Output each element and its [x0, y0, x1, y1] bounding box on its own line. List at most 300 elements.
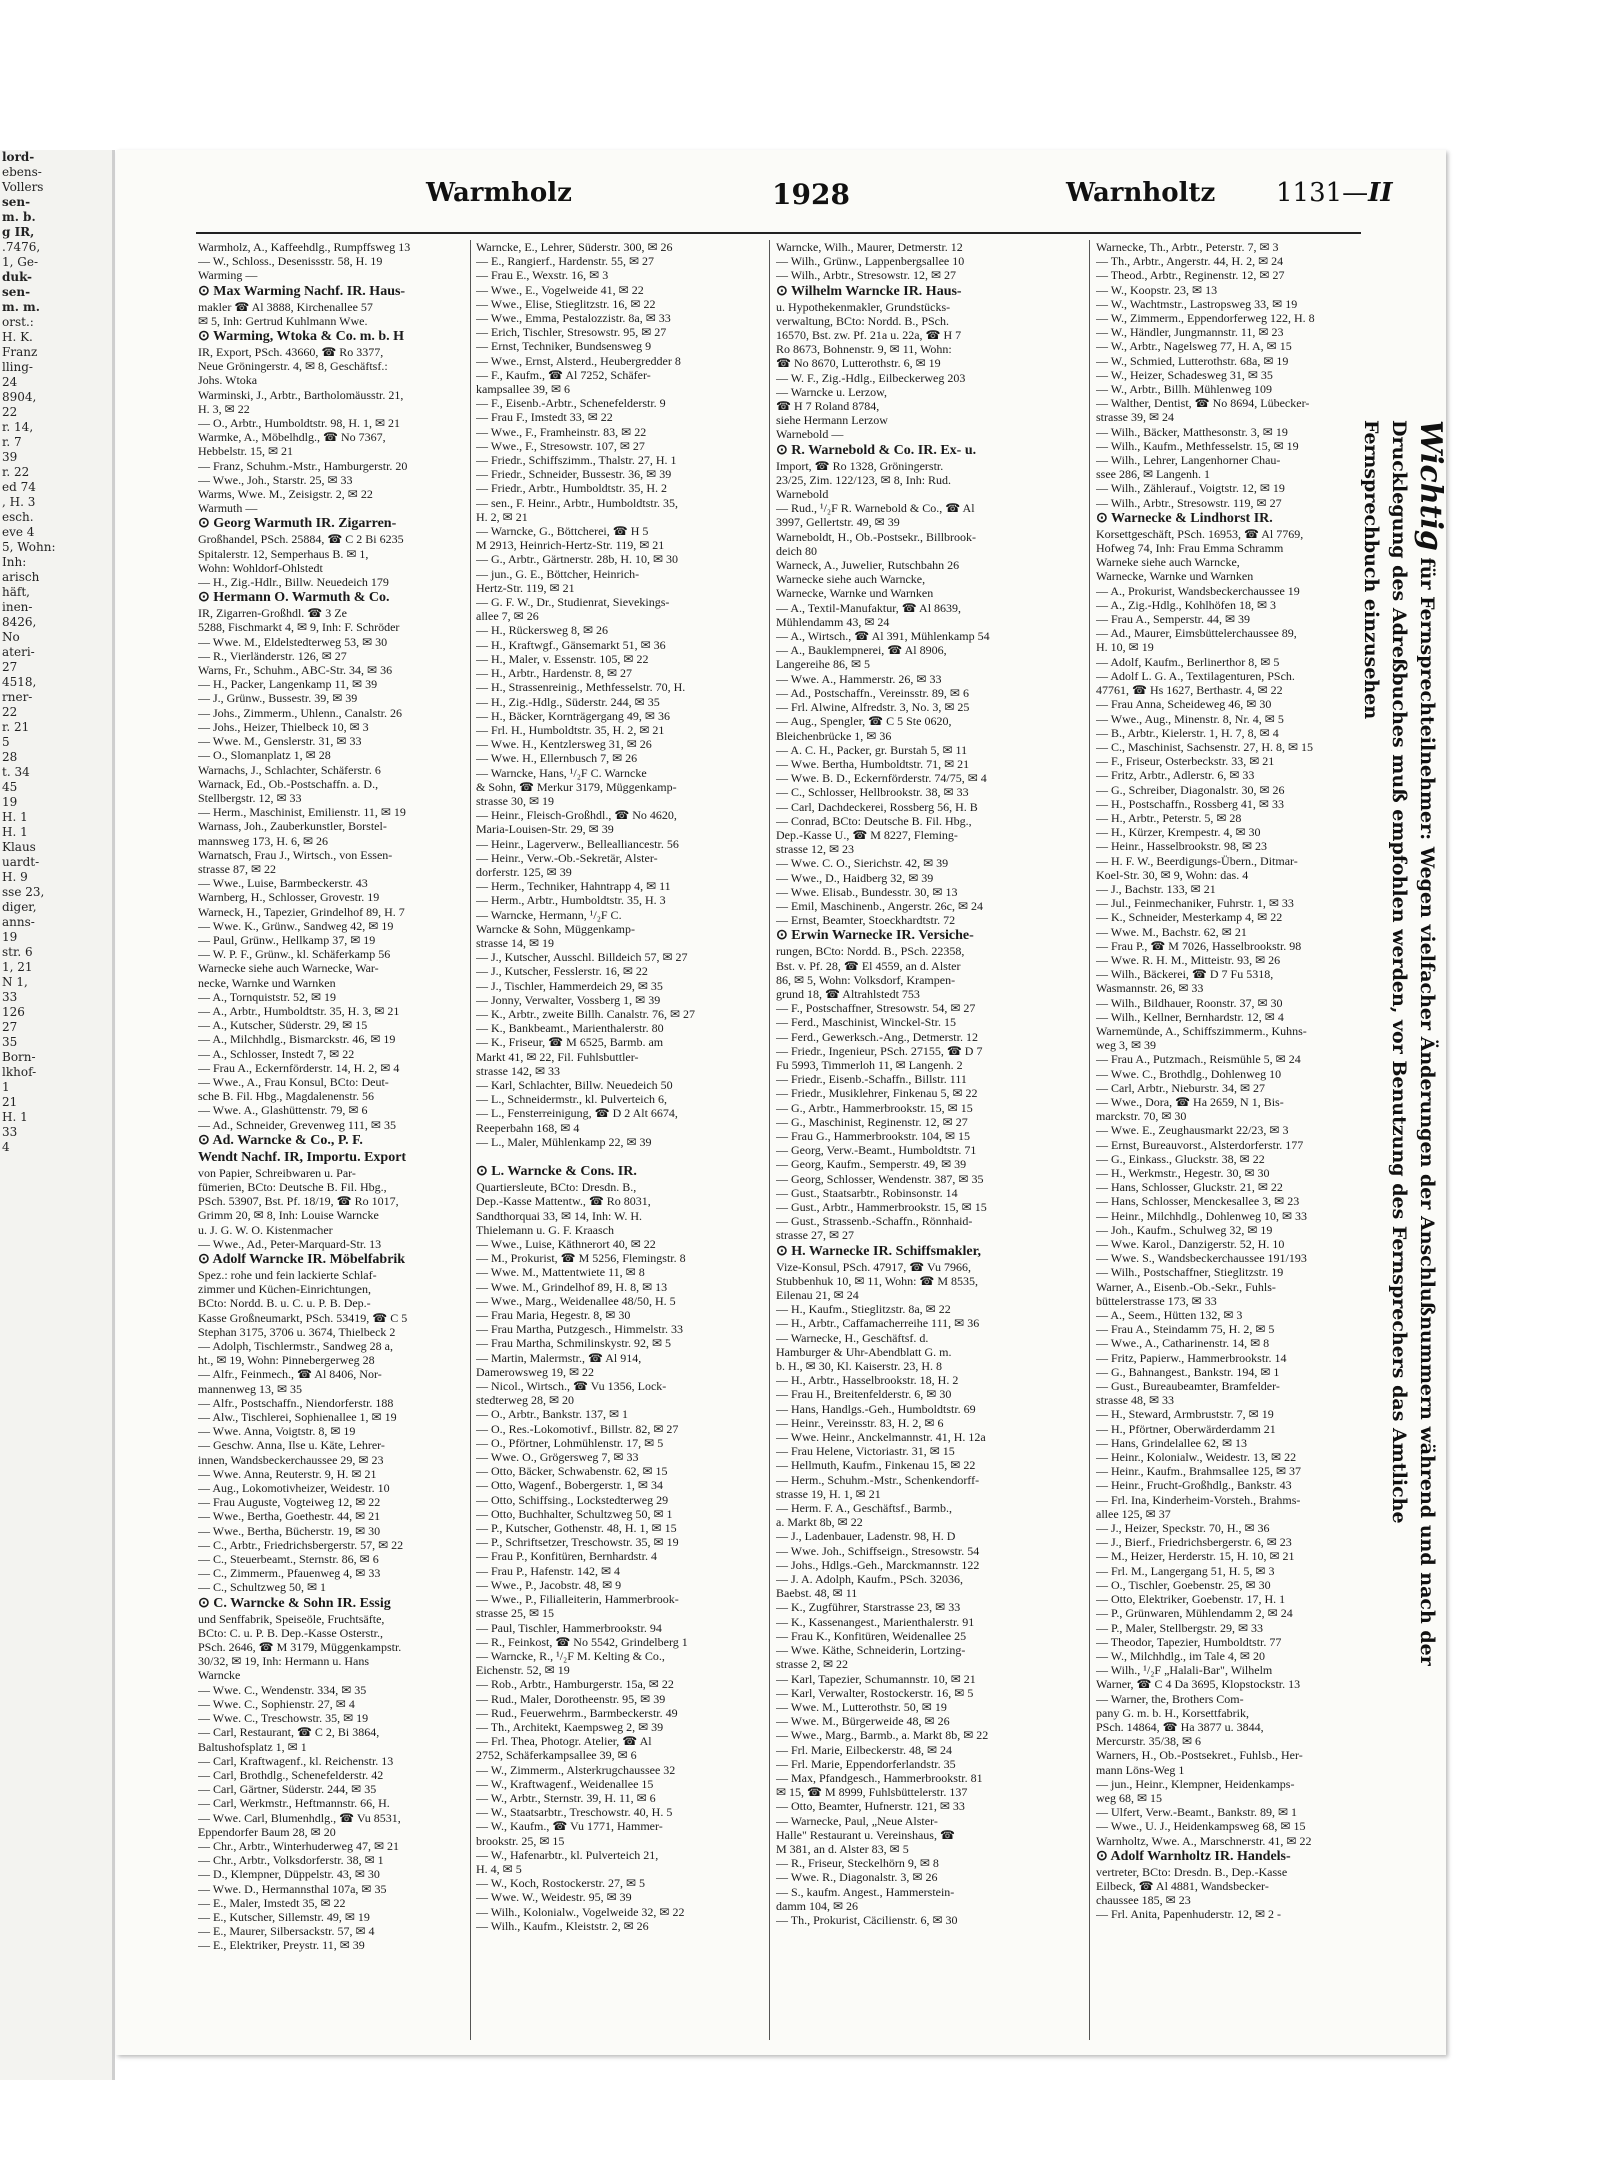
directory-entry: Hamburger & Uhr-Abendblatt G. m.	[776, 1344, 952, 1359]
directory-entry: ☎ H 7 Roland 8784,	[776, 399, 880, 414]
directory-entry: M 381, an d. Alster 83, ✉ 5	[776, 1841, 909, 1856]
directory-entry: — H., Arbtr., Hasselbrookstr. 18, H. 2	[776, 1373, 959, 1388]
directory-entry: damm 104, ✉ 26	[776, 1898, 859, 1913]
directory-entry: — W. F., Zig.-Hdlg., Eilbeckerweg 203	[776, 370, 966, 385]
directory-entry: Eilenau 21, ✉ 24	[776, 1288, 859, 1303]
directory-entry: — Frau G., Hammerbrookstr. 104, ✉ 15	[776, 1128, 971, 1143]
directory-entry: — Wwe. K., Grünw., Sandweg 42, ✉ 19	[198, 918, 394, 933]
directory-entry: — A., Milchhdlg., Bismarckstr. 46, ✉ 19	[198, 1032, 396, 1047]
directory-entry: — H., Strassenreinig., Methfesselstr. 70, H.	[476, 680, 686, 695]
directory-entry: — H., Kaufm., Stieglitzstr. 8a, ✉ 22	[776, 1302, 951, 1317]
directory-entry: — Johs., Hdlgs.-Geh., Marckmannstr. 122	[776, 1557, 980, 1572]
directory-entry: Maria-Louisen-Str. 29, ✉ 39	[476, 822, 614, 837]
directory-entry: — Herm., Schuhm.-Mstr., Schenkendorff-	[776, 1472, 980, 1487]
directory-entry: Warnass, Joh., Zauberkunstler, Borstel-	[198, 819, 387, 834]
firm-entry: ⊙ Max Warming Nachf. IR. Haus-	[198, 283, 406, 299]
left-page-fragment: ebens-	[2, 165, 42, 179]
left-page-fragment: 1, Ge-	[2, 255, 39, 269]
directory-entry: — Friedr., Arbtr., Humboldtstr. 35, H. 2	[476, 481, 668, 496]
directory-entry: — Gust., Bureaubeamter, Bramfelder-	[1096, 1379, 1280, 1394]
directory-entry: — Ulfert, Verw.-Beamt., Bankstr. 89, ✉ 1	[1096, 1805, 1298, 1820]
directory-entry: Warneck, H., Tapezier, Grindelhof 89, H. 7	[198, 904, 405, 919]
directory-entry: — Frau Anna, Scheideweg 46, ✉ 30	[1096, 697, 1272, 712]
directory-entry: — Wwe. Heinr., Anckelmannstr. 41, H. 12a	[776, 1430, 986, 1445]
directory-entry: mannenweg 13, ✉ 35	[198, 1381, 303, 1396]
directory-entry: — E., Maler, Imstedt 35, ✉ 22	[198, 1895, 346, 1910]
header-rule	[196, 232, 1361, 234]
directory-entry: — Wwe., F., Framheinstr. 83, ✉ 22	[476, 424, 647, 439]
directory-entry: — Wwe., Bertha, Goethestr. 44, ✉ 21	[198, 1509, 381, 1524]
directory-entry: — Wwe. Anna, Reuterstr. 9, H. ✉ 21	[198, 1466, 377, 1481]
notice-text	[1357, 420, 1448, 1700]
directory-entry: Stephan 3175, 3706 u. 3674, Thielbeck 2	[198, 1324, 396, 1339]
directory-entry: — C., Schultzweg 50, ✉ 1	[198, 1580, 327, 1595]
directory-entry: Vize-Konsul, PSch. 47917, ☎ Vu 7966,	[776, 1259, 971, 1274]
directory-entry: — Wilh., Arbtr., Stresowstr. 12, ✉ 27	[776, 268, 957, 283]
directory-entry: — J., Bierf., Friedrichsbergerstr. 6, ✉ 23	[1096, 1535, 1292, 1550]
directory-entry: — J. A. Adolph, Kaufm., PSch. 32036,	[776, 1572, 964, 1587]
directory-entry: — A., Kutscher, Süderstr. 29, ✉ 15	[198, 1018, 368, 1033]
directory-entry: — Joh., Kaufm., Schulweg 32, ✉ 19	[1096, 1222, 1273, 1237]
column-divider	[1089, 240, 1090, 2040]
directory-entry: — Wwe., A., Catharinenstr. 14, ✉ 8	[1096, 1336, 1270, 1351]
directory-entry: — W., Milchhdlg., im Tale 4, ✉ 20	[1096, 1648, 1265, 1663]
column-4	[1096, 240, 1366, 2045]
directory-entry: mann Löns-Weg 1	[1096, 1762, 1185, 1777]
directory-entry: marckstr. 70, ✉ 30	[1096, 1109, 1187, 1124]
directory-entry: — G., Maschinist, Reginenstr. 12, ✉ 27	[776, 1114, 968, 1129]
directory-entry: Import, ☎ Ro 1328, Gröningerstr.	[776, 458, 944, 473]
directory-entry: allee 125, ✉ 37	[1096, 1506, 1171, 1521]
directory-entry: — Frau Martha, Putzgesch., Himmelstr. 33	[476, 1322, 683, 1337]
directory-entry: — Frl. Ina, Kinderheim-Vorsteh., Brahms-	[1096, 1492, 1301, 1507]
directory-entry: — Ernst, Beamter, Stoeckhardtstr. 72	[776, 913, 956, 928]
directory-entry: — Frl. Alwine, Alfredstr. 3, No. 3, ✉ 25	[776, 700, 970, 715]
directory-entry: — Wwe., P., Jacobstr. 48, ✉ 9	[476, 1577, 622, 1592]
directory-entry: Eppendorfer Baum 28, ✉ 20	[198, 1824, 336, 1839]
directory-entry: sche B. Fil. Hbg., Magdalenenstr. 56	[198, 1089, 374, 1104]
directory-entry: — W., Heizer, Schadesweg 31, ✉ 35	[1096, 367, 1273, 382]
directory-entry: — H., Kraftwgf., Gänsemarkt 51, ✉ 36	[476, 637, 666, 652]
directory-entry: — Frl. Marie, Eppendorferlandstr. 35	[776, 1756, 956, 1771]
directory-entry: — P., Schriftsetzer, Treschowstr. 35, ✉ 19	[476, 1535, 679, 1550]
left-page-fragment: 1, 21	[2, 960, 33, 974]
directory-entry: Grimm 20, ✉ 8, Inh: Louise Warncke	[198, 1208, 379, 1223]
directory-entry: — Wilh., Zählerauf., Voigtstr. 12, ✉ 19	[1096, 481, 1285, 496]
directory-entry: — F., Eisenb.-Arbtr., Schenefelderstr. 9	[476, 396, 666, 411]
directory-entry: — K., Bankbeamt., Marienthalerstr. 80	[476, 1021, 664, 1036]
directory-entry: — Friedr., Musiklehrer, Finkenau 5, ✉ 22	[776, 1086, 978, 1101]
directory-entry: — Frau K., Konfitüren, Weidenallee 25	[776, 1628, 967, 1643]
left-page-fragment: Inh:	[2, 555, 27, 569]
column-1	[198, 240, 466, 2045]
directory-entry: strasse 2, ✉ 22	[776, 1657, 849, 1672]
directory-entry: Wasmannstr. 26, ✉ 33	[1096, 981, 1204, 996]
directory-entry: — H., Pförtner, Oberwärderdamm 21	[1096, 1421, 1276, 1436]
directory-entry: — Carl, Gärtner, Süderstr. 244, ✉ 35	[198, 1782, 377, 1797]
left-page-fragment: , H. 3	[2, 495, 36, 509]
notice-sidebar	[1360, 420, 1448, 1700]
directory-entry: Baebst. 48, ✉ 11	[776, 1586, 858, 1601]
directory-entry: dorferstr. 125, ✉ 39	[476, 864, 572, 879]
directory-entry: — H., Arbtr., Hardenstr. 8, ✉ 27	[476, 666, 633, 681]
directory-entry: — Wwe. Bertha, Humboldtstr. 71, ✉ 21	[776, 756, 970, 771]
directory-entry: — Frau H., Breitenfelderstr. 6, ✉ 30	[776, 1387, 952, 1402]
directory-entry: grund 18, ☎ Altrahlstedt 753	[776, 986, 920, 1001]
directory-entry: — Frau A., Eckernförderstr. 14, H. 2, ✉ 4	[198, 1060, 400, 1075]
directory-entry: — Carl, Brothdlg., Schenefelderstr. 42	[198, 1767, 384, 1782]
directory-entry: — F., Postschaffner, Stresowstr. 54, ✉ 27	[776, 1001, 976, 1016]
directory-entry: 23/25, Zim. 122/123, ✉ 8, Inh: Rud.	[776, 472, 952, 487]
directory-entry: — Heinr., Kolonialw., Weidestr. 13, ✉ 22	[1096, 1450, 1297, 1465]
directory-entry: — Carl, Restaurant, ☎ C 2, Bi 3864,	[198, 1725, 380, 1740]
directory-entry: Hebbelstr. 15, ✉ 21	[198, 444, 294, 459]
directory-entry: — Rud., Maler, Dorotheenstr. 95, ✉ 39	[476, 1691, 666, 1706]
directory-entry: — W., Arbtr., Billh. Mühlenweg 109	[1096, 382, 1273, 397]
directory-entry: büttelerstrasse 173, ✉ 33	[1096, 1293, 1217, 1308]
directory-entry	[476, 1149, 744, 1163]
left-page-fragment: 21	[2, 1095, 18, 1109]
directory-entry: Warmholz, A., Kaffeehdlg., Rumpffsweg 13	[198, 240, 411, 254]
directory-entry: — Heinr., Milchhdlg., Dohlenweg 10, ✉ 33	[1096, 1208, 1308, 1223]
directory-entry: — Frl. Anita, Papenhuderstr. 12, ✉ 2 -	[1096, 1907, 1282, 1922]
directory-entry: — P., Kutscher, Gothenstr. 48, H. 1, ✉ 15	[476, 1521, 677, 1536]
directory-entry: — M., Heizer, Herderstr. 15, H. 10, ✉ 21	[1096, 1549, 1295, 1564]
directory-entry: ☎ No 8670, Lutterothstr. 6, ✉ 19	[776, 356, 941, 371]
directory-entry: — O., Res.-Lokomotivf., Billstr. 82, ✉ 27	[476, 1421, 679, 1436]
directory-entry: allee 7, ✉ 26	[476, 609, 539, 624]
directory-entry: — G., Bahnangest., Bankstr. 194, ✉ 1	[1096, 1364, 1280, 1379]
directory-entry: — Frau Auguste, Vogteiweg 12, ✉ 22	[198, 1495, 381, 1510]
directory-entry: — Wwe. H., Ellernbusch 7, ✉ 26	[476, 751, 638, 766]
directory-entry: — Herm. F. A., Geschäftsf., Barmb.,	[776, 1501, 953, 1516]
directory-entry: H. 2, ✉ 21	[476, 509, 528, 524]
directory-entry: — Nicol., Wirtsch., ☎ Vu 1356, Lock-	[476, 1379, 667, 1394]
directory-entry: — P., Maler, Stellbergstr. 29, ✉ 33	[1096, 1620, 1264, 1635]
directory-entry: Mercurstr. 35/38, ✉ 6	[1096, 1734, 1202, 1749]
directory-entry: — Wwe. O., Grögersweg 7, ✉ 33	[476, 1450, 639, 1465]
left-page-fragment: 45	[2, 780, 18, 794]
directory-entry: — H., Maler, v. Essenstr. 105, ✉ 22	[476, 651, 649, 666]
directory-entry: — Carl, Kraftwagenf., kl. Reichenstr. 13	[198, 1753, 394, 1768]
directory-entry: — Wwe. W., Weidestr. 95, ✉ 39	[476, 1890, 632, 1905]
directory-entry: strasse 48, ✉ 33	[1096, 1393, 1175, 1408]
directory-entry: — Wwe. Käthe, Schneiderin, Lortzing-	[776, 1643, 966, 1658]
directory-entry: — Franz, Schuhm.-Mstr., Hamburgerstr. 20	[198, 458, 408, 473]
directory-entry: — J., Grünw., Bussestr. 39, ✉ 39	[198, 691, 358, 706]
directory-entry: — K., Arbtr., zweite Billh. Canalstr. 76, ✉ 27	[476, 1006, 696, 1021]
directory-entry: — W., Schmied, Lutterothstr. 68a, ✉ 19	[1096, 353, 1289, 368]
directory-entry: Stellbergstr. 12, ✉ 33	[198, 790, 302, 805]
directory-entry: — Fritz, Arbtr., Adlerstr. 6, ✉ 33	[1096, 768, 1255, 783]
directory-entry: 47761, ☎ Hs 1627, Berthastr. 4, ✉ 22	[1096, 683, 1283, 698]
directory-entry: — Wwe., Marg., Weidenallee 48/50, H. 5	[476, 1293, 676, 1308]
left-page-fragment: r. 22	[2, 465, 30, 479]
directory-entry: b. H., ✉ 30, Kl. Kaiserstr. 23, H. 8	[776, 1359, 943, 1374]
directory-entry: — C., Schlosser, Hellbrookstr. 38, ✉ 33	[776, 785, 969, 800]
directory-entry: — A., Prokurist, Wandsbeckerchaussee 19	[1096, 583, 1300, 598]
directory-entry: Warnecke, Warnke und Warnken	[1096, 569, 1254, 584]
directory-entry: 3997, Gellertstr. 49, ✉ 39	[776, 515, 900, 530]
directory-entry: — Paul, Grünw., Hellkamp 37, ✉ 19	[198, 932, 376, 947]
directory-entry: — M., Prokurist, ☎ M 5256, Flemingstr. 8	[476, 1251, 686, 1266]
directory-entry: Warminski, J., Arbtr., Bartholomäusstr. 21,	[198, 387, 404, 402]
directory-entry: — W., Arbtr., Sternstr. 39, H. 11, ✉ 6	[476, 1790, 656, 1805]
directory-entry: — O., Slomanplatz 1, ✉ 28	[198, 748, 331, 763]
directory-entry: — Wwe. M., Mattentwiete 11, ✉ 8	[476, 1265, 645, 1280]
directory-entry: mannsweg 173, H. 6, ✉ 26	[198, 833, 329, 848]
directory-entry: — W., Zimmerm., Eppendorferweg 122, H. 8	[1096, 311, 1315, 326]
left-page-fragment: duk-	[2, 270, 32, 284]
left-page-fragment: 126	[2, 1005, 25, 1019]
column-3	[776, 240, 1044, 2045]
directory-entry: — Emil, Maschinenb., Angerstr. 26c, ✉ 24	[776, 898, 984, 913]
directory-entry: — Adolph, Tischlermstr., Sandweg 28 a,	[198, 1339, 394, 1354]
directory-entry: — W., Staatsarbtr., Treschowstr. 40, H. 5	[476, 1805, 673, 1820]
directory-entry: brookstr. 25, ✉ 15	[476, 1833, 565, 1848]
directory-entry: — Heinr., Lagerverw., Bellealliancestr. 56	[476, 836, 679, 851]
directory-entry: — Fritz, Papierw., Hammerbrookstr. 14	[1096, 1350, 1287, 1365]
directory-entry: — Th., Arbtr., Angerstr. 44, H. 2, ✉ 24	[1096, 254, 1284, 269]
directory-entry: — Ferd., Gewerksch.-Ang., Detmerstr. 12	[776, 1029, 978, 1044]
directory-entry: — Warncke, Hans, ¹/₂F C. Warncke	[476, 765, 647, 780]
directory-entry: — Heinr., Kaufm., Brahmsallee 125, ✉ 37	[1096, 1464, 1302, 1479]
left-page-fragment: 27	[2, 1020, 18, 1034]
directory-entry: Fu 5993, Timmerloh 11, ✉ Langenh. 2	[776, 1057, 963, 1072]
directory-entry: — Ad., Postschaffn., Vereinsstr. 89, ✉ 6	[776, 685, 969, 700]
directory-entry: — Gust., Strassenb.-Schaffn., Rönnhaid-	[776, 1214, 973, 1229]
directory-entry: — Jul., Feinmechaniker, Fuhrstr. 1, ✉ 33	[1096, 896, 1294, 911]
directory-entry: IR, Zigarren-Großhdl. ☎ 3 Ze	[198, 606, 347, 621]
directory-entry: — G., Schreiber, Diagonalstr. 30, ✉ 26	[1096, 782, 1285, 797]
directory-entry: kampsallee 39, ✉ 6	[476, 382, 571, 397]
directory-entry: — Hans, Schlosser, Menckesallee 3, ✉ 23	[1096, 1194, 1300, 1209]
directory-entry: — jun., G. E., Böttcher, Heinrich-	[476, 566, 640, 581]
directory-entry: — Wwe. D., Hermannsthal 107a, ✉ 35	[198, 1881, 387, 1896]
directory-entry: — Wwe., Marg., Barmb., a. Markt 8b, ✉ 22	[776, 1728, 989, 1743]
directory-entry: — Frau A., Semperstr. 44, ✉ 39	[1096, 612, 1251, 627]
directory-entry: — Wwe., Emma, Pestalozzistr. 8a, ✉ 33	[476, 311, 671, 326]
directory-entry: Eichenstr. 52, ✉ 19	[476, 1663, 570, 1678]
directory-entry: — Otto, Schiffsing., Lockstedterweg 29	[476, 1492, 669, 1507]
directory-entry: — D., Klempner, Düppelstr. 43, ✉ 30	[198, 1867, 380, 1882]
directory-entry: — Theod., Arbtr., Reginenstr. 12, ✉ 27	[1096, 268, 1285, 283]
directory-entry: stedterweg 28, ✉ 20	[476, 1393, 575, 1408]
directory-entry: — W., Zimmerm., Alsterkrugchaussee 32	[476, 1762, 676, 1777]
directory-entry: — Alfr., Postschaffn., Niendorferstr. 188	[198, 1395, 394, 1410]
left-page-fragment: 24	[2, 375, 18, 389]
left-page-fragment: Franz	[2, 345, 38, 359]
directory-entry: — Wwe. R. H. M., Mitteistr. 93, ✉ 26	[1096, 952, 1281, 967]
directory-entry: — J., Bachstr. 133, ✉ 21	[1096, 881, 1216, 896]
directory-entry: — F., Friseur, Osterbeckstr. 33, ✉ 21	[1096, 754, 1275, 769]
directory-entry: Neue Gröningerstr. 4, ✉ 8, Geschäftsf.:	[198, 359, 388, 374]
directory-entry: Warnemünde, A., Schiffszimmerm., Kuhns-	[1096, 1023, 1307, 1038]
left-page-fragment: 19	[2, 795, 18, 809]
directory-entry: Warnebold —	[776, 427, 844, 442]
directory-entry: fümerien, BCto: Deutsche B. Fil. Hbg.,	[198, 1179, 387, 1194]
left-page-fragment: t. 34	[2, 765, 30, 779]
left-page-fragment: H. 9	[2, 870, 28, 884]
directory-entry: — E., Kutscher, Sillemstr. 49, ✉ 19	[198, 1909, 370, 1924]
directory-entry: Warnecke, Th., Arbtr., Peterstr. 7, ✉ 3	[1096, 240, 1279, 254]
directory-entry: — F., Kaufm., ☎ Al 7252, Schäfer-	[476, 367, 651, 382]
directory-entry: — Wilh., Arbtr., Stresowstr. 119, ✉ 27	[1096, 495, 1282, 510]
directory-entry: — E., Elektriker, Preystr. 11, ✉ 39	[198, 1938, 365, 1953]
directory-entry: — A., Textil-Manufaktur, ☎ Al 8639,	[776, 600, 962, 615]
firm-entry: Wendt Nachf. IR, Importu. Export	[198, 1149, 407, 1165]
directory-entry: — Frl. Marie, Eilbeckerstr. 48, ✉ 24	[776, 1742, 953, 1757]
directory-entry: IR, Export, PSch. 43660, ☎ Ro 3377,	[198, 345, 384, 360]
directory-entry: PSch. 53907, Bst. Pf. 18/19, ☎ Ro 1017,	[198, 1194, 399, 1209]
directory-entry: strasse 12, ✉ 23	[776, 842, 855, 857]
directory-entry: — Karl, Verwalter, Rostockerstr. 16, ✉ 5	[776, 1685, 974, 1700]
directory-entry: — J., Kutscher, Ausschl. Billdeich 57, ✉ 27	[476, 950, 688, 965]
directory-entry: — Warncke, R., ¹/₂F M. Kelting & Co.,	[476, 1648, 665, 1663]
directory-entry: — Wwe. B. D., Eckernförderstr. 74/75, ✉ 4	[776, 771, 987, 786]
directory-entry: — Carl, Werkmstr., Heftmannstr. 66, H.	[198, 1796, 390, 1811]
header-page-number	[1276, 178, 1393, 208]
directory-entry: — Aug., Spengler, ☎ C 5 Ste 0620,	[776, 714, 952, 729]
directory-entry: — K., Friseur, ☎ M 6525, Barmb. am	[476, 1035, 664, 1050]
firm-entry: ⊙ Wilhelm Warncke IR. Haus-	[776, 283, 962, 299]
directory-entry: — Wwe., P., Filialleiterin, Hammerbrook-	[476, 1592, 679, 1607]
directory-entry: Dep.-Kasse U., ☎ M 8227, Fleming-	[776, 827, 958, 842]
directory-entry: — Geschw. Anna, Ilse u. Käte, Lehrer-	[198, 1438, 385, 1453]
directory-entry: — W., Arbtr., Nagelsweg 77, H. A, ✉ 15	[1096, 339, 1292, 354]
directory-entry: Warneke siehe auch Warncke,	[1096, 555, 1240, 570]
directory-entry: — O., Arbtr., Bankstr. 137, ✉ 1	[476, 1407, 629, 1422]
left-page-fragment: 8426,	[2, 615, 37, 629]
directory-entry: Sandthorquai 33, ✉ 14, Inh: W. H.	[476, 1208, 643, 1223]
directory-entry: — Wilh., ¹/₂F „Halali-Bar", Wilhelm	[1096, 1663, 1273, 1678]
directory-entry: — Ernst, Techniker, Bundsensweg 9	[476, 339, 652, 354]
directory-entry: — Johs., Zimmerm., Uhlenn., Canalstr. 26	[198, 705, 402, 720]
directory-entry: Hofweg 74, Inh: Frau Emma Schramm	[1096, 541, 1284, 556]
directory-entry: Dep.-Kasse Mattentw., ☎ Ro 8031,	[476, 1194, 651, 1209]
directory-entry: — W., Schloss., Desenissstr. 58, H. 19	[198, 254, 383, 269]
left-page-fragment: 5	[2, 735, 10, 749]
directory-entry: — Th., Prokurist, Cäcilienstr. 6, ✉ 30	[776, 1912, 958, 1927]
left-page-fragment: 33	[2, 1125, 18, 1139]
directory-entry: — H., Rückersweg 8, ✉ 26	[476, 623, 609, 638]
directory-entry: — Herm., Techniker, Hahntrapp 4, ✉ 11	[476, 879, 671, 894]
left-page-fragment: sen-	[2, 285, 31, 299]
directory-entry: — Wwe. C., Wendenstr. 334, ✉ 35	[198, 1682, 367, 1697]
left-page-fragment: H. 1	[2, 825, 28, 839]
directory-entry: Spez.: rohe und fein lackierte Schlaf-	[198, 1268, 377, 1282]
directory-entry: — Wwe. C. O., Sierichstr. 42, ✉ 39	[776, 856, 949, 871]
directory-entry: — Adolf, Kaufm., Berlinerthor 8, ✉ 5	[1096, 654, 1280, 669]
directory-entry: — Frau Helene, Victoriastr. 31, ✉ 15	[776, 1444, 955, 1459]
directory-entry: Warncke	[198, 1668, 241, 1683]
directory-entry: Warming —	[198, 268, 258, 283]
directory-entry: — Hellmuth, Kaufm., Finkenau 15, ✉ 22	[776, 1458, 976, 1473]
directory-entry: — Jonny, Verwalter, Vossberg 1, ✉ 39	[476, 992, 661, 1007]
directory-entry: — O., Pförtner, Lohmühlenstr. 17, ✉ 5	[476, 1435, 664, 1450]
directory-entry: — W., Koch, Rostockerstr. 27, ✉ 5	[476, 1876, 646, 1891]
directory-entry: strasse 142, ✉ 33	[476, 1063, 561, 1078]
directory-entry: — Warncke, G., Böttcherei, ☎ H 5	[476, 524, 649, 539]
directory-entry: — G., Einkass., Gluckstr. 38, ✉ 22	[1096, 1151, 1265, 1166]
firm-entry: ⊙ C. Warncke & Sohn IR. Essig	[198, 1595, 391, 1611]
left-page-fragment: 1	[2, 1080, 10, 1094]
directory-entry: a. Markt 8b, ✉ 22	[776, 1515, 863, 1530]
firm-entry: ⊙ Adolf Warncke IR. Möbelfabrik	[198, 1252, 406, 1267]
directory-entry: — W., Kraftwagenf., Weidenallee 15	[476, 1776, 654, 1791]
left-page-fragment: N 1,	[2, 975, 28, 989]
directory-entry: — Heinr., Frucht-Großhdlg., Bankstr. 43	[1096, 1478, 1292, 1493]
directory-entry: Warncke, E., Lehrer, Süderstr. 300, ✉ 26	[476, 240, 673, 254]
directory-entry: und Senffabrik, Speiseöle, Fruchtsäfte,	[198, 1611, 385, 1626]
firm-entry: ⊙ L. Warncke & Cons. IR.	[476, 1164, 637, 1180]
directory-entry: siehe Hermann Lerzow	[776, 413, 888, 428]
left-page-fragment: lord-	[2, 150, 35, 164]
directory-entry: — Friedr., Eisenb.-Schaffn., Billstr. 111	[776, 1072, 967, 1087]
directory-entry: necke, Warnke und Warnken	[198, 975, 336, 990]
directory-entry: — Wwe., Joh., Starstr. 25, ✉ 33	[198, 472, 353, 487]
left-page-fragment: 5, Wohn:	[2, 540, 56, 554]
directory-entry: — Wwe. M., Genslerstr. 31, ✉ 33	[198, 734, 362, 749]
left-page-fragment: H. K.	[2, 330, 33, 344]
directory-entry: — Wwe. A., Hammerstr. 26, ✉ 33	[776, 671, 942, 686]
directory-entry: zimmer und Küchen-Einrichtungen,	[198, 1282, 371, 1297]
directory-entry: — E., Rangierf., Hardenstr. 55, ✉ 27	[476, 254, 655, 269]
left-page-fragment: Klaus	[2, 840, 36, 854]
directory-entry: Warnachs, J., Schlachter, Schäferstr. 6	[198, 762, 381, 777]
directory-entry: — Hans, Grindelallee 62, ✉ 13	[1096, 1435, 1248, 1450]
directory-entry: — A., Wirtsch., ☎ Al 391, Mühlenkamp 54	[776, 629, 990, 644]
directory-entry: Kasse Großneumarkt, PSch. 53419, ☎ C 5	[198, 1310, 408, 1325]
left-page-fragment: r. 14,	[2, 420, 34, 434]
directory-entry: Reeperbahn 168, ✉ 4	[476, 1120, 580, 1135]
directory-entry: — A. C. H., Packer, gr. Burstah 5, ✉ 11	[776, 742, 968, 757]
directory-entry: — S., kaufm. Angest., Hammerstein-	[776, 1884, 955, 1899]
directory-entry: chaussee 185, ✉ 23	[1096, 1893, 1191, 1908]
directory-entry: makler ☎ Al 3888, Kirchenallee 57	[198, 299, 373, 314]
left-page-fragment: No	[2, 630, 20, 644]
directory-entry: strasse 14, ✉ 19	[476, 935, 555, 950]
directory-entry: — J., Ladenbauer, Ladenstr. 98, H. D	[776, 1529, 956, 1544]
directory-entry: — Wilh., Grünw., Lappenbergsallee 10	[776, 254, 965, 269]
left-page-fragment: 22	[2, 405, 18, 419]
directory-entry: Warners, H., Ob.-Postsekret., Fuhlsb., Her-	[1096, 1748, 1303, 1763]
directory-entry: — Heinr., Hasselbrookstr. 98, ✉ 23	[1096, 839, 1268, 854]
directory-entry: — A., Schlosser, Instedt 7, ✉ 22	[198, 1046, 355, 1061]
directory-entry: ✉ 5, Inh: Gertrud Kuhlmann Wwe.	[198, 313, 368, 328]
directory-entry: — Wilh., Kolonialw., Vogelweide 32, ✉ 22	[476, 1904, 685, 1919]
directory-entry: Thielemann u. G. F. Kraasch	[476, 1222, 614, 1237]
directory-entry: — Adolf L. G. A., Textilagenturen, PSch.	[1096, 668, 1295, 683]
directory-entry: Quartiersleute, BCto: Dresdn. B.,	[476, 1180, 637, 1195]
directory-entry: — Wwe. S., Wandsbeckerchaussee 191/193	[1096, 1251, 1307, 1266]
directory-entry: Stubbenhuk 10, ✉ 11, Wohn: ☎ M 8535,	[776, 1273, 979, 1288]
left-page-fragment: str. 6	[2, 945, 33, 959]
directory-entry: — Wwe., Bertha, Bücherstr. 19, ✉ 30	[198, 1523, 381, 1538]
firm-entry: ⊙ Georg Warmuth IR. Zigarren-	[198, 516, 397, 532]
directory-entry: — Georg, Schlosser, Wendenstr. 387, ✉ 35	[776, 1171, 984, 1186]
directory-entry: — Wwe., U. J., Heidenkampsweg 68, ✉ 15	[1096, 1819, 1306, 1834]
directory-entry: Spitalerstr. 12, Semperhaus B. ✉ 1,	[198, 546, 369, 561]
left-page-fragment: uardt-	[2, 855, 40, 869]
directory-entry: Warnberg, H., Schlosser, Grovestr. 19	[198, 890, 380, 905]
directory-entry: — Frau A., Putzmach., Reismühle 5, ✉ 24	[1096, 1052, 1301, 1067]
directory-entry: ✉ 15, ☎ M 8999, Fuhlsbüttelerstr. 137	[776, 1785, 968, 1800]
directory-entry: — Frau P., Konfitüren, Bernhardstr. 4	[476, 1549, 657, 1564]
directory-entry: innen, Wandsbeckerchaussee 29, ✉ 23	[198, 1452, 384, 1467]
directory-entry: — H., Werkmstr., Hegestr. 30, ✉ 30	[1096, 1166, 1270, 1180]
notice-body: für Fernsprechteilnehmer: Wegen vielfacher Änderungen der Anschlußnummern während und nach der Drucklegung des Adreßbuches muß empfohlen werden, vor Benutzung des Fernsprechers das Amtliche Fernsprechbuch einzusehen	[1360, 420, 1438, 1666]
